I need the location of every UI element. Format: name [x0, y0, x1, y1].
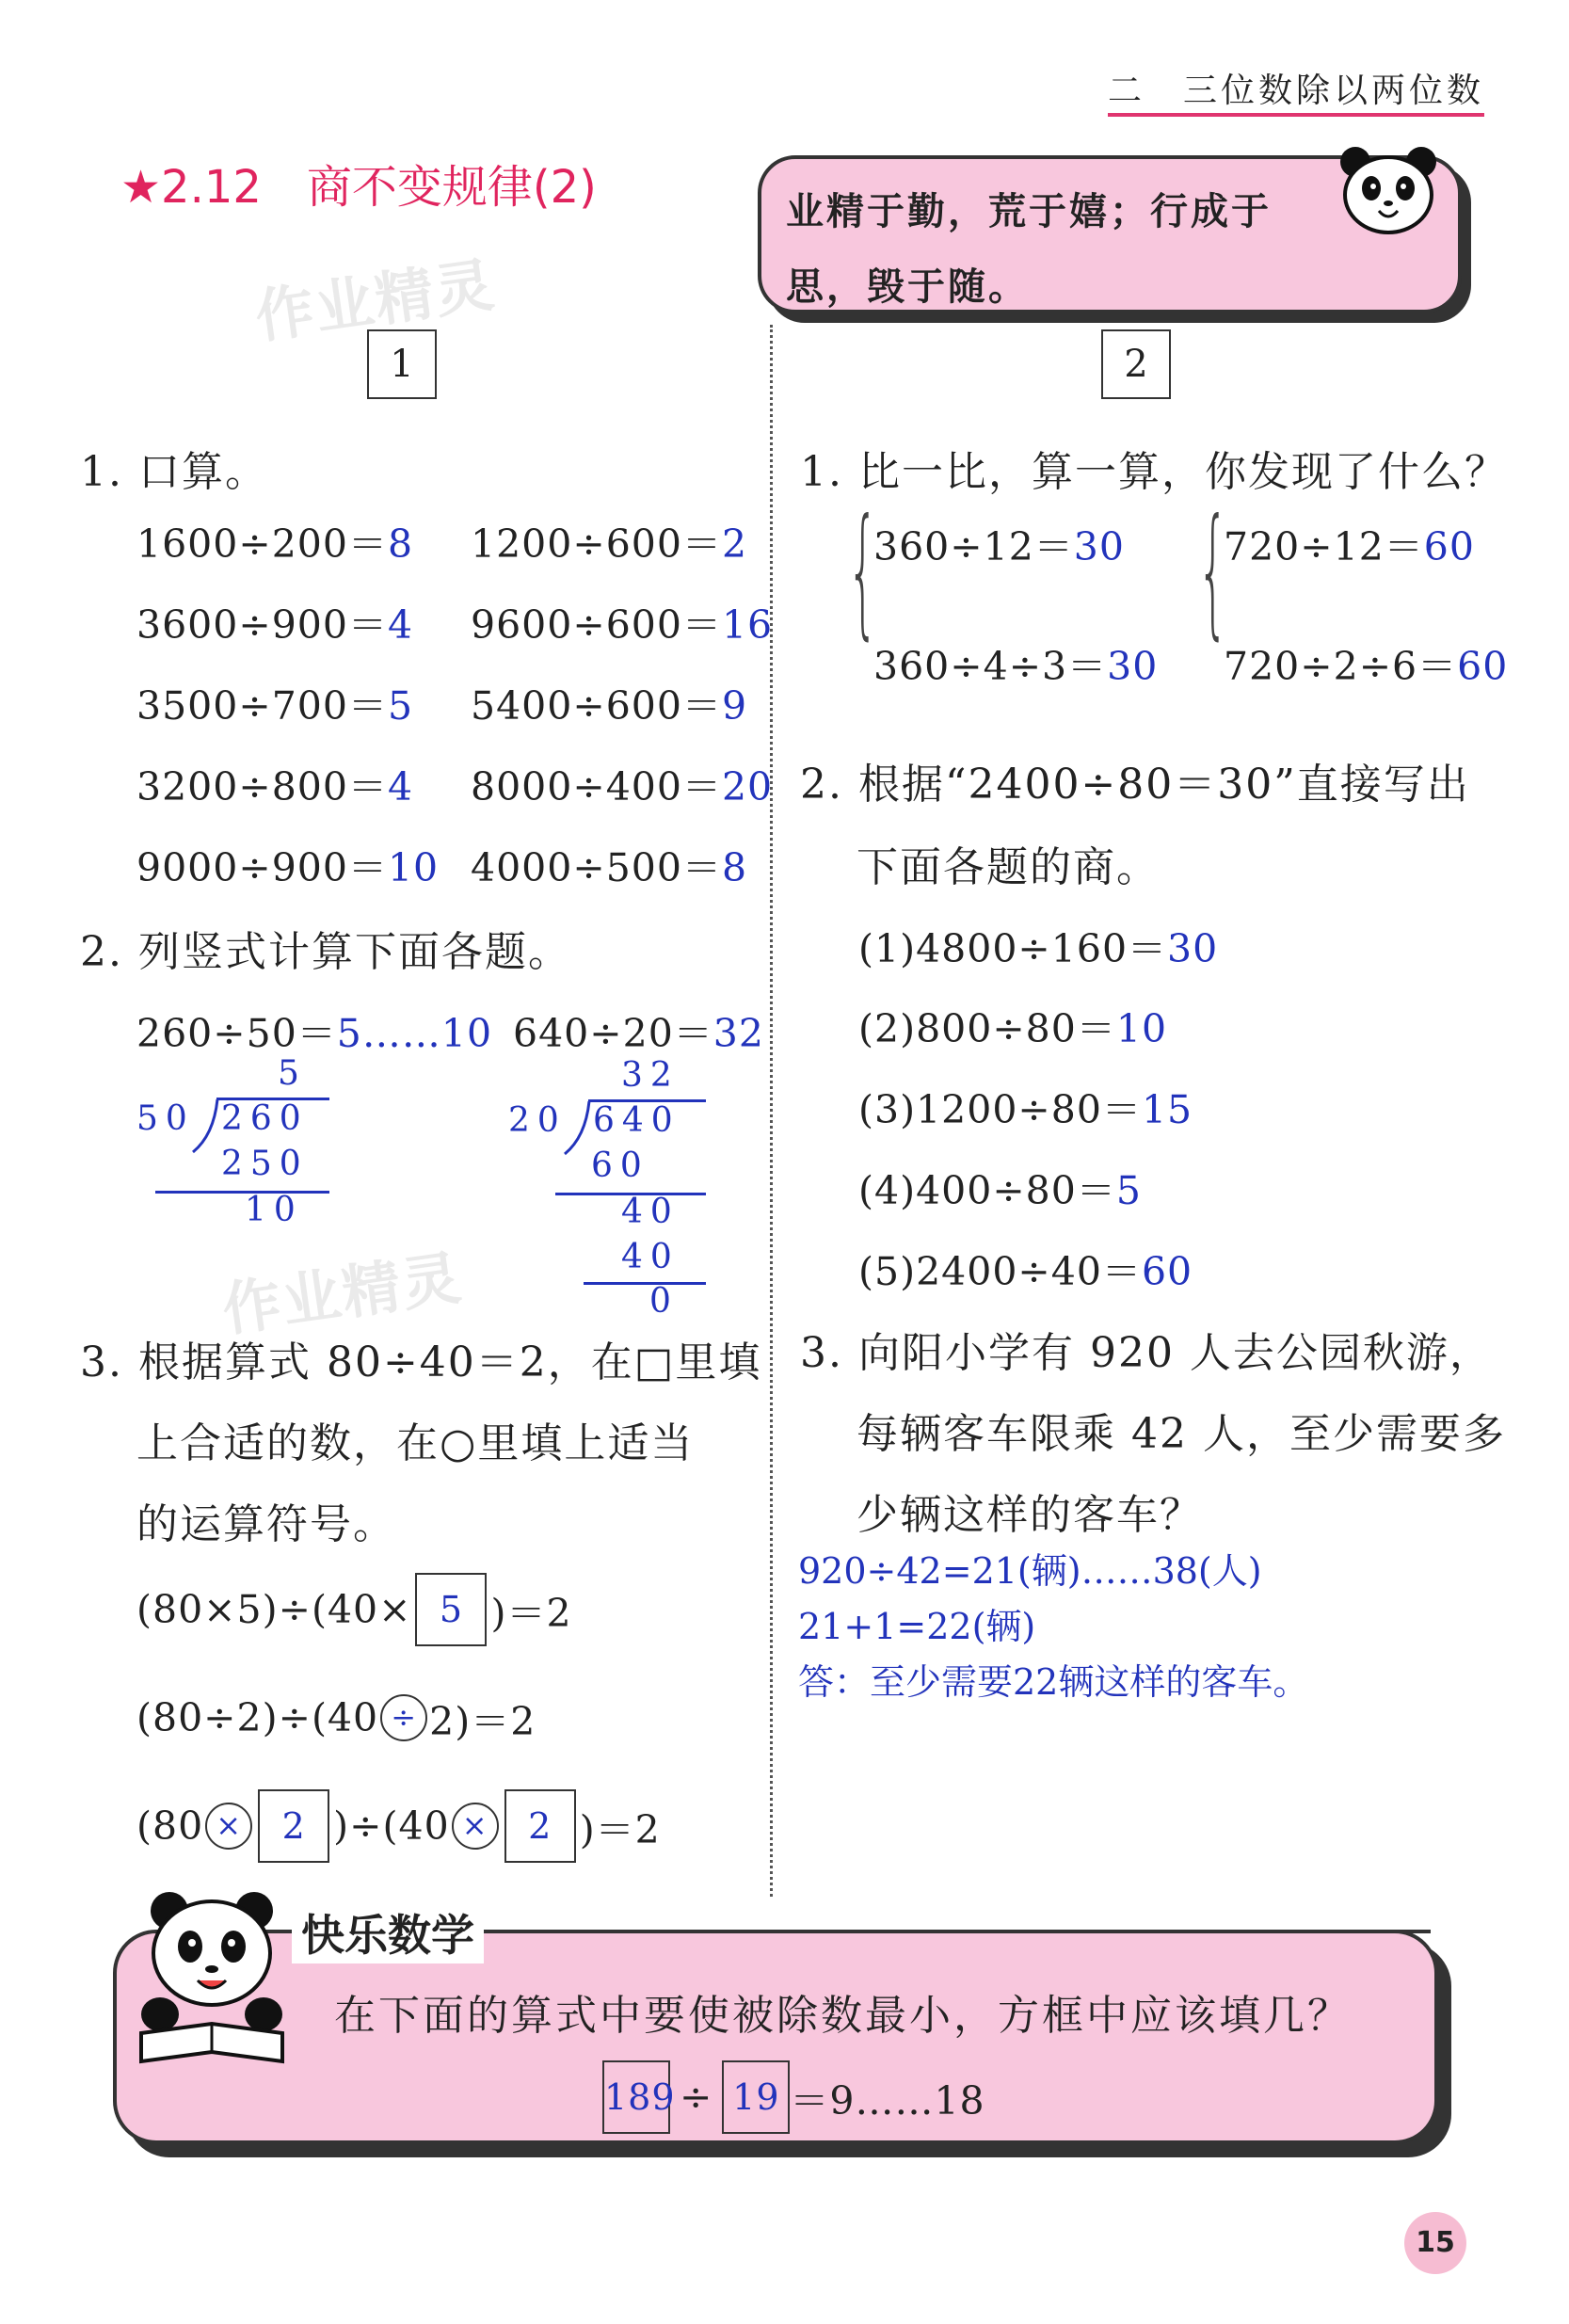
- long-division: [508, 1056, 734, 1338]
- answer-box: 189: [602, 2060, 670, 2134]
- calc-item: (4)400÷80＝5: [858, 1168, 1142, 1213]
- answer-circle: ×: [205, 1803, 252, 1850]
- subtrahend: 40: [621, 1238, 680, 1276]
- fill-blank-line: (80×5)÷(40× 5 )＝2: [136, 1572, 572, 1647]
- calc-item: (3)1200÷80＝15: [858, 1087, 1193, 1132]
- answer-box: 19: [722, 2060, 790, 2134]
- calc-item: 1200÷600＝2: [471, 521, 748, 567]
- subtrahend: 250: [221, 1145, 309, 1183]
- quotient: 5: [278, 1054, 307, 1093]
- happy-math-question: 在下面的算式中要使被除数最小，方框中应该填几？: [334, 1992, 1352, 2040]
- remainder: 0: [649, 1282, 679, 1321]
- calc-item: 8000÷400＝20: [471, 764, 774, 809]
- panda-reading-icon: [132, 1883, 292, 2071]
- long-division: [136, 1054, 353, 1242]
- panda-face-icon: [1337, 143, 1440, 237]
- calc-item: 3500÷700＝5: [136, 683, 414, 729]
- answer-circle: ×: [452, 1803, 499, 1850]
- question-title: 3. 向阳小学有 920 人去公园秋游， 每辆客车限乘 42 人，至少需要多 少辆这样的客车？: [800, 1329, 1506, 1539]
- calc-item: 5400÷600＝9: [471, 683, 748, 729]
- happy-math-equation: 189 ÷ 19 ＝9……18: [602, 2060, 985, 2135]
- answer-circle: ÷: [380, 1694, 427, 1741]
- question-title: 1. 比一比，算一算，你发现了什么？: [800, 448, 1508, 496]
- calc-item: 360÷12＝30: [873, 524, 1125, 569]
- worked-answer: 920÷42=21(辆)……38(人) 21+1=22(辆) 答：至少需要22辆这样的客车。: [798, 1550, 1309, 1703]
- answer-box: 5: [415, 1573, 487, 1646]
- calc-item: (5)2400÷40＝60: [858, 1249, 1193, 1294]
- calc-item: 4000÷500＝8: [471, 845, 748, 890]
- watermark: 作业精灵: [250, 249, 500, 352]
- calc-item: 360÷4÷3＝30: [873, 644, 1159, 689]
- watermark: 作业精灵: [217, 1242, 467, 1345]
- question-title: 3. 根据算式 80÷40＝2，在□里填 上合适的数，在○里填上适当 的运算符号。: [80, 1338, 762, 1548]
- divisor: 20: [508, 1101, 567, 1140]
- partial-dividend: 40: [621, 1193, 680, 1231]
- calc-item: 3600÷900＝4: [136, 602, 414, 648]
- divisor: 50: [136, 1099, 195, 1138]
- fill-blank-line: (80 × 2 )÷(40 × 2 )＝2: [136, 1788, 661, 1864]
- fill-blank-line: (80÷2)÷(40 ÷ 2)＝2: [136, 1695, 536, 1744]
- calc-item: 720÷12＝60: [1224, 524, 1475, 569]
- answer-box: 2: [258, 1789, 329, 1863]
- happy-math-rule: [489, 1930, 1431, 1933]
- chapter-title: 二 三位数除以两位数: [1107, 72, 1484, 110]
- calc-item: 3200÷800＝4: [136, 764, 414, 809]
- question-title: 1. 口算。: [80, 448, 268, 496]
- motto-text: 业精于勤，荒于嬉；行成于思，毁于随。: [786, 189, 1272, 309]
- subtract-line: [584, 1282, 706, 1285]
- calc-item: 9600÷600＝16: [471, 602, 774, 648]
- question-title: 2. 根据“2400÷80＝30”直接写出 下面各题的商。: [800, 761, 1470, 891]
- quotient: 32: [621, 1056, 680, 1095]
- answer-box: 2: [504, 1789, 576, 1863]
- subtract-line: [155, 1191, 329, 1194]
- brace: {: [847, 489, 879, 653]
- page-number: 15: [1404, 2212, 1466, 2274]
- header-underline: [1108, 113, 1484, 117]
- brace: {: [1197, 489, 1229, 653]
- remainder: 10: [245, 1191, 303, 1229]
- dividend: 260: [221, 1099, 309, 1138]
- calc-item: (2)800÷80＝10: [858, 1006, 1168, 1051]
- dividend: 640: [593, 1101, 680, 1140]
- calc-item: 720÷2÷6＝60: [1224, 644, 1509, 689]
- section-number: 1: [367, 329, 437, 399]
- oral-calc-grid: [136, 513, 776, 918]
- calc-item: 1600÷200＝8: [136, 521, 414, 567]
- subtrahend: 60: [591, 1146, 649, 1185]
- calc-item: 640÷20＝32: [513, 1011, 764, 1056]
- section-number: 2: [1101, 329, 1171, 399]
- lesson-title: ★2.12 商不变规律(2): [120, 161, 597, 214]
- happy-math-title: 快乐数学: [292, 1901, 484, 1963]
- calc-item: (1)4800÷160＝30: [858, 926, 1219, 971]
- calc-item: 260÷50＝5……10: [136, 1011, 493, 1056]
- question-title: 2. 列竖式计算下面各题。: [80, 928, 571, 976]
- calc-item: 9000÷900＝10: [136, 845, 440, 890]
